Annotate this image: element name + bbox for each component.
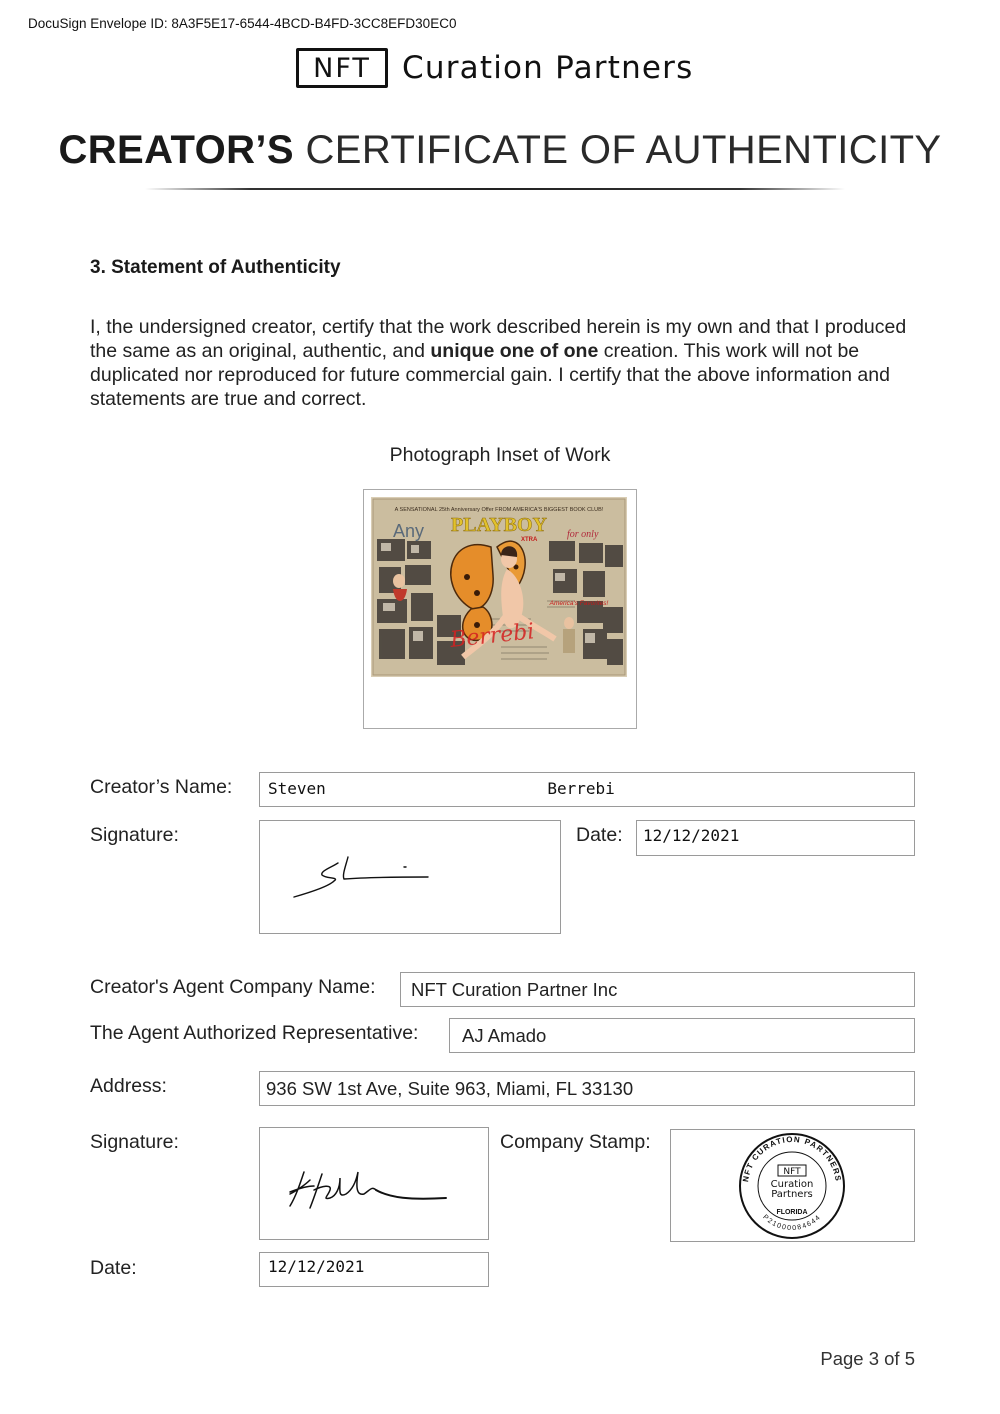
page-title (0, 128, 1000, 173)
agent-signature-image (260, 1128, 488, 1239)
agent-rep-field[interactable] (449, 1018, 915, 1053)
logo-company-name: Curation Partners (402, 50, 694, 86)
statement-text-before: I, the undersigned creator, certify that the work described herein is my own and that I produced the same as an original, authentic, and (90, 316, 907, 362)
artwork-header-text: A SENSATIONAL 25th Anniversary Offer FROM AMERICA'S BIGGEST BOOK CLUB! (394, 507, 604, 513)
svg-text:P21000084644 (761, 1214, 822, 1232)
statement-text-after: creation. This work will not be duplicated nor reproduced for future commercial gain. I certify that the above information and statements are true and correct. (90, 340, 890, 410)
creator-signature-field[interactable] (259, 820, 561, 934)
address-value: 936 SW 1st Ave, Suite 963, Miami, FL 33130 (266, 1078, 634, 1099)
agent-date-label: Date: (90, 1257, 137, 1279)
company-stamp-label: Company Stamp: (500, 1131, 651, 1153)
creator-name-value: Steven Berrebi (268, 779, 615, 798)
creator-name-field[interactable] (259, 772, 915, 807)
title-bold: CREATOR’S (58, 128, 294, 172)
stamp-state: FLORIDA (776, 1209, 808, 1216)
agent-company-field[interactable] (400, 972, 915, 1007)
agent-signature-label: Signature: (90, 1131, 179, 1153)
company-stamp-image (671, 1130, 914, 1241)
creator-signature-label: Signature: (90, 824, 179, 846)
artwork-favorites-text: America's Favorites! (549, 600, 609, 607)
stamp-ring-top-text: NFT CURATION PARTNERS (741, 1134, 843, 1183)
docusign-envelope-id: DocuSign Envelope ID: 8A3F5E17-6544-4BCD-B4FD-3CC8EFD30EC0 (28, 16, 457, 31)
section-heading: 3. Statement of Authenticity (90, 257, 341, 278)
artwork-red-signature: Berrebi (449, 619, 536, 653)
artwork-photograph (371, 497, 627, 677)
artwork-any-text: Any (393, 521, 425, 541)
company-stamp-field[interactable] (670, 1129, 915, 1242)
creator-name-label: Creator’s Name: (90, 776, 233, 798)
logo-nft-box: NFT (296, 48, 388, 88)
photo-caption: Photograph Inset of Work (389, 444, 611, 466)
creator-date-field[interactable] (636, 820, 915, 856)
creator-date-label: Date: (576, 824, 623, 846)
agent-company-label: Creator's Agent Company Name: (90, 976, 376, 998)
agent-rep-value: AJ Amado (462, 1025, 547, 1046)
title-divider (145, 188, 845, 190)
agent-date-field[interactable] (259, 1252, 489, 1287)
statement-paragraph (90, 315, 910, 411)
stamp-line2: Partners (771, 1189, 813, 1200)
agent-rep-label: The Agent Authorized Representative: (90, 1022, 419, 1044)
creator-date-value: 12/12/2021 (643, 826, 740, 845)
stamp-line1: Curation (770, 1179, 814, 1190)
statement-text-bold: unique one of one (430, 340, 599, 362)
stamp-box-text: NFT (783, 1167, 801, 1177)
title-light: CERTIFICATE OF AUTHENTICITY (305, 128, 942, 172)
address-label: Address: (90, 1075, 167, 1097)
stamp-ring-bottom-text: P21000084644 (761, 1213, 823, 1233)
artwork-extra-text: XTRA (521, 537, 538, 543)
creator-signature-image (260, 821, 560, 933)
address-field[interactable] (259, 1071, 915, 1106)
artwork-magazine-title: PLAYBOY (451, 514, 547, 536)
agent-company-value: NFT Curation Partner Inc (411, 979, 618, 1000)
agent-date-value: 12/12/2021 (268, 1257, 365, 1276)
artwork-for-only-text: for only (567, 529, 599, 540)
agent-signature-field[interactable] (259, 1127, 489, 1240)
page-number: Page 3 of 5 (820, 1348, 915, 1369)
